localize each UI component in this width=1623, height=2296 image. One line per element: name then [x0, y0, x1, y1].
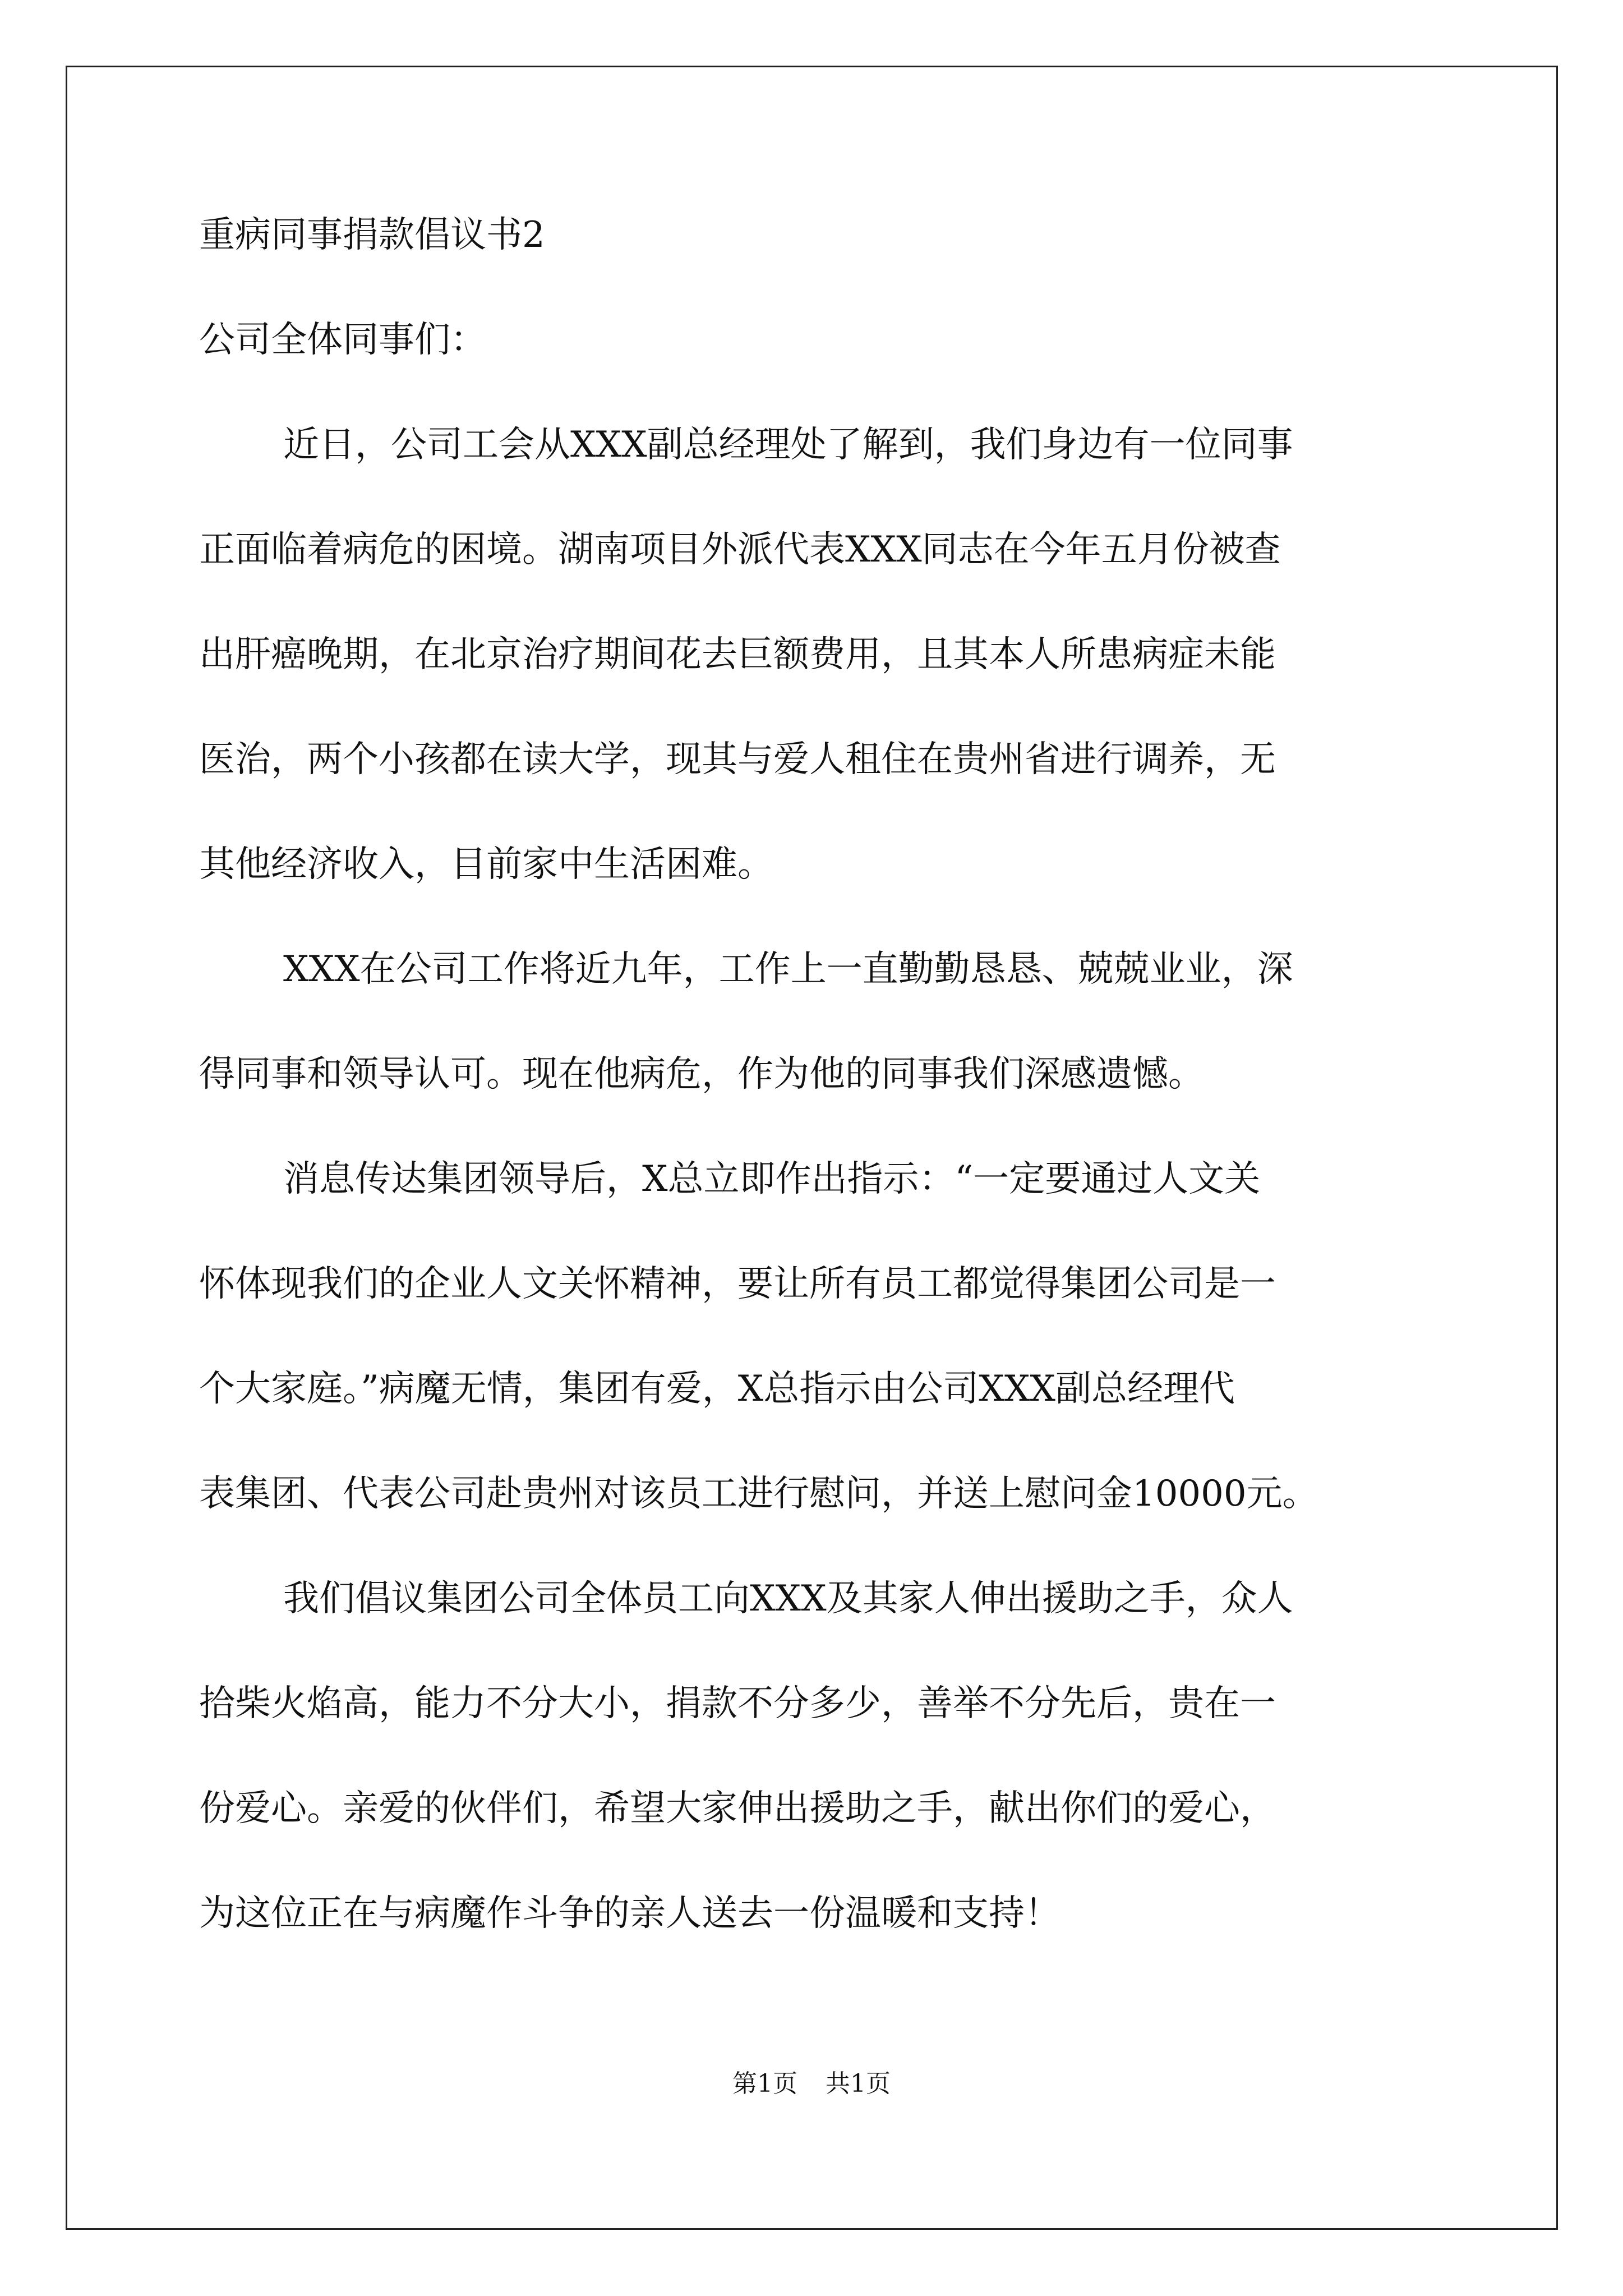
- salutation: 公司全体同事们：: [199, 319, 486, 361]
- text-line: 拾柴火焰高，能力不分大小，捐款不分多少，善举不分先后，贵在一: [199, 1683, 1276, 1724]
- text-line: 得同事和领导认可。现在他病危，作为他的同事我们深感遗憾。: [199, 1053, 1204, 1095]
- document-body: [199, 209, 1433, 1940]
- text-line: 出肝癌晚期，在北京治疗期间花去巨额费用，且其本人所患病症未能: [199, 634, 1276, 675]
- text-line: 正面临着病危的困境。湖南项目外派代表XXX同志在今年五月份被查: [199, 529, 1281, 570]
- text-line: 我们倡议集团公司全体员工向XXX及其家人伸出援助之手，众人: [283, 1578, 1293, 1619]
- paragraph-2: [199, 943, 1433, 1101]
- paragraph-4: [199, 1572, 1433, 1940]
- text-line: 为这位正在与病魔作斗争的亲人送去一份温暖和支持！: [199, 1893, 1061, 1934]
- text-line: 其他经济收入，目前家中生活困难。: [199, 844, 773, 885]
- text-line: 近日，公司工会从XXX副总经理处了解到，我们身边有一位同事: [283, 424, 1293, 466]
- page-footer: [0, 2067, 1623, 2101]
- page-number-total: 共1页: [826, 2069, 891, 2098]
- text-line: 消息传达集团领导后，X总立即作出指示：“一定要通过人文关: [283, 1158, 1261, 1200]
- page-number-current: 第1页: [732, 2069, 797, 2098]
- text-line: 个大家庭。”病魔无情，集团有爱，X总指示由公司XXX副总经理代: [199, 1368, 1235, 1410]
- text-line: 表集团、代表公司赴贵州对该员工进行慰问，并送上慰问金10000元。: [199, 1473, 1318, 1515]
- text-line: 怀体现我们的企业人文关怀精神，要让所有员工都觉得集团公司是一: [199, 1263, 1276, 1305]
- paragraph-1: [199, 418, 1433, 891]
- paragraph-3: [199, 1153, 1433, 1521]
- text-line: 医治，两个小孩都在读大学，现其与爱人租住在贵州省进行调养，无: [199, 739, 1276, 780]
- document-title: 重病同事捐款倡议书2: [199, 214, 545, 256]
- text-line: 份爱心。亲爱的伙伴们，希望大家伸出援助之手，献出你们的爱心，: [199, 1788, 1276, 1829]
- text-line: XXX在公司工作将近九年，工作上一直勤勤恳恳、兢兢业业，深: [283, 949, 1293, 990]
